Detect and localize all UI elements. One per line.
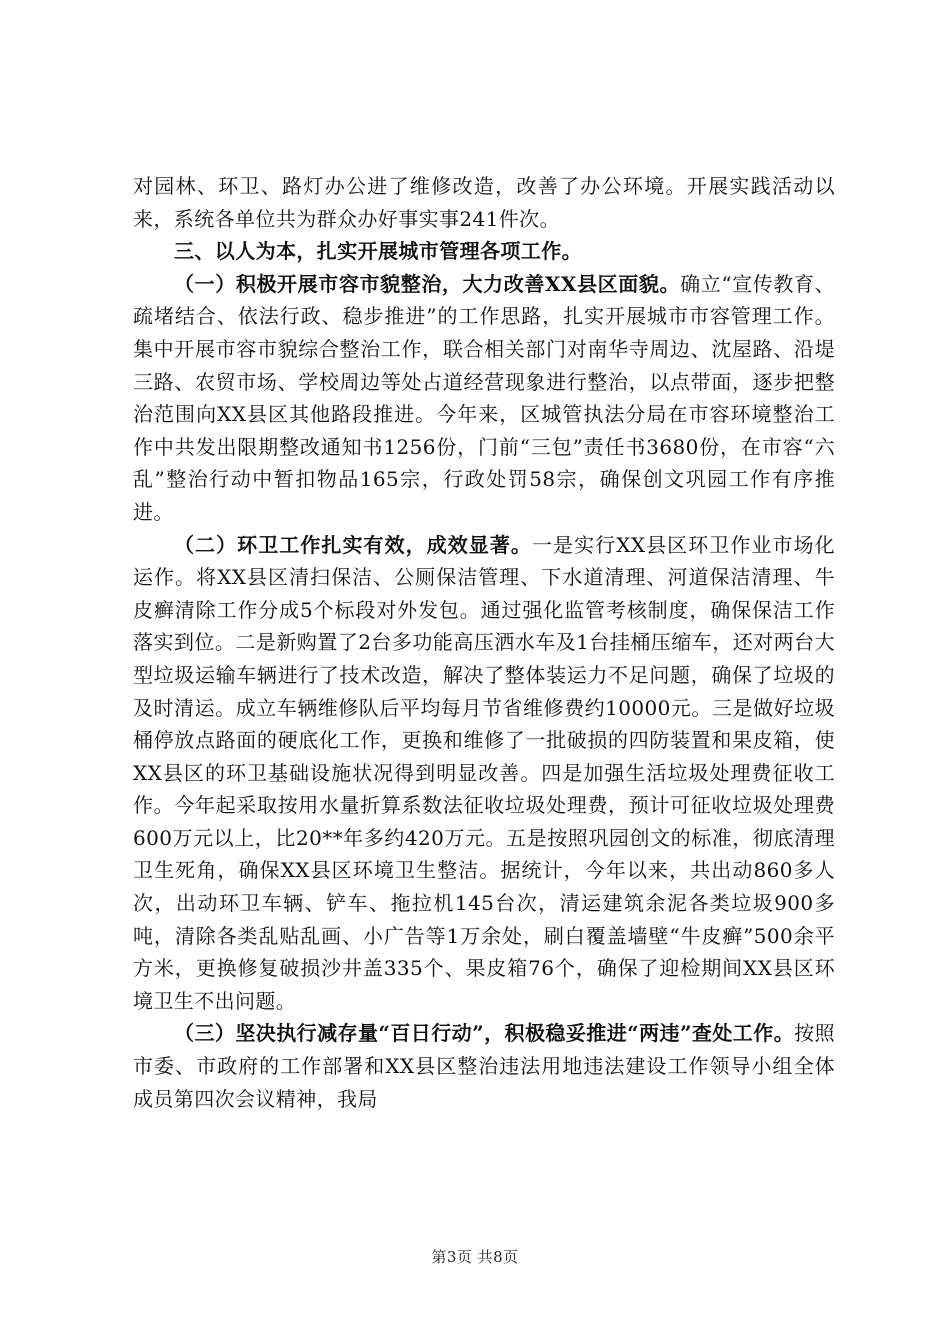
document-body xyxy=(133,170,835,1115)
paragraph-text: 对园林、环卫、路灯办公进了维修改造，改善了办公环境。开展实践活动以来，系统各单位共为群众办好事实事241件次。 xyxy=(133,174,835,231)
subheading: （二）环卫工作扎实有效，成效显著。 xyxy=(174,532,532,557)
paragraph-text: 按照市委、市政府的工作部署和XX县区整治违法用地违法建设工作领导小组全体成员第四次会议精神，我局 xyxy=(133,1021,835,1111)
paragraph-market-appearance xyxy=(133,268,835,529)
page-footer: 第3页 共8页 xyxy=(431,1248,519,1266)
section-heading-text: 三、以人为本，扎实开展城市管理各项工作。 xyxy=(174,239,582,264)
paragraph-continuation xyxy=(133,170,835,235)
paragraph-sanitation xyxy=(133,529,835,1018)
paragraph-text: 确立“宣传教育、疏堵结合、依法行政、稳步推进”的工作思路，扎实开展城市市容管理工作。集中开展市容市貌综合整治工作，联合相关部门对南华寺周边、沈屋路、沿堤三路、农贸市场、学校周边等处占道经营现象进行整治，以点带面，逐步把整治范围向XX县区其他路段推进。今年来，区城管执法分局在市容环境整治工作中共发出限期整改通知书1256份，门前“三包”责任书3680份，在市容“六乱”整治行动中暂扣物品165宗，行政处罚58宗，确保创文巩园工作有序推进。 xyxy=(133,271,835,524)
paragraph-text: 一是实行XX县区环卫作业市场化运作。将XX县区清扫保洁、公厕保洁管理、下水道清理、河道保洁清理、牛皮癣清除工作分成5个标段对外发包。通过强化监管考核制度，确保保洁工作落实到位。二是新购置了2台多功能高压洒水车及1台挂桶压缩车，还对两台大型垃圾运输车辆进行了技术改造，解决了整体装运力不足问题，确保了垃圾的及时清运。成立车辆维修队后平均每月节省维修费约10000元。三是做好垃圾桶停放点路面的硬底化工作，更换和维修了一批破损的四防装置和果皮箱，使XX县区的环卫基础设施状况得到明显改善。四是加强生活垃圾处理费征收工作。今年起采取按用水量折算系数法征收垃圾处理费，预计可征收垃圾处理费600万元以上，比20**年多约420万元。五是按照巩园创文的标准，彻底清理卫生死角，确保XX县区环境卫生整洁。据统计，今年以来，共出动860多人次，出动环卫车辆、铲车、拖拉机145台次，清运建筑余泥各类垃圾900多吨，清除各类乱贴乱画、小广告等1万余处，刷白覆盖墙壁“牛皮癣”500余平方米，更换修复破损沙井盖335个、果皮箱76个，确保了迎检期间XX县区环境卫生不出问题。 xyxy=(133,532,835,1013)
paragraph-illegal-construction xyxy=(133,1017,835,1115)
section-heading xyxy=(133,235,835,268)
subheading: （一）积极开展市容市貌整治，大力改善XX县区面貌。 xyxy=(174,271,681,296)
subheading: （三）坚决执行减存量“百日行动”，积极稳妥推进“两违”查处工作。 xyxy=(174,1021,795,1046)
